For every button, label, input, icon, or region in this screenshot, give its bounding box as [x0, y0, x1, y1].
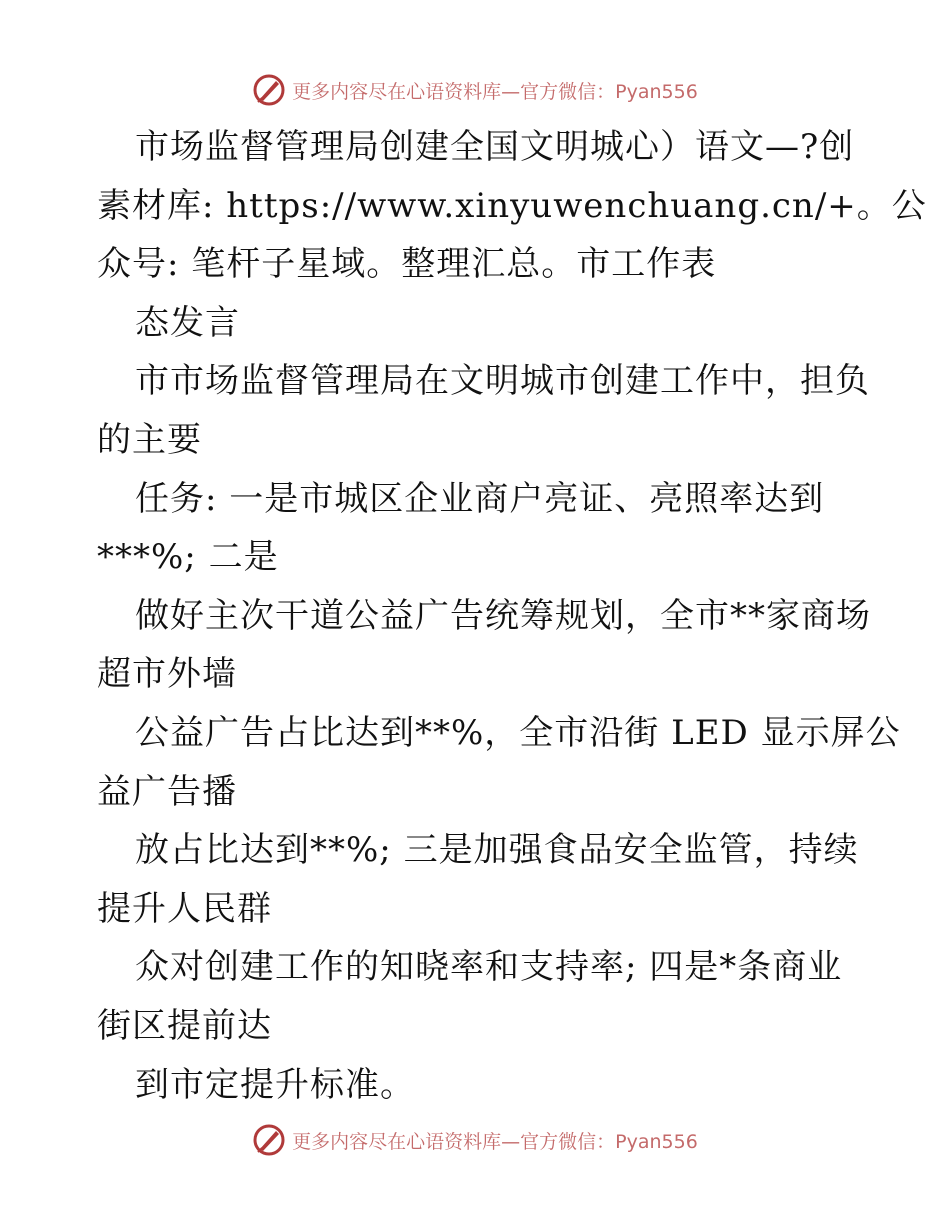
header-banner: [0, 70, 950, 110]
text-line: 市市场监督管理局在文明城市创建工作中，担负: [135, 361, 870, 402]
text-line: 放占比达到**%; 三是加强食品安全监管，持续: [135, 830, 859, 871]
text-line: 超市外墙: [97, 654, 237, 695]
text-line: 态发言: [135, 302, 240, 343]
text-line: 提升人民群: [97, 888, 272, 929]
document-body: [97, 118, 927, 1114]
text-line: 做好主次干道公益广告统筹规划，全市**家商场: [135, 595, 871, 636]
banner-text: 更多内容尽在心语资料库—官方微信：Pyan556: [292, 80, 698, 103]
quill-pen-circle-icon: [252, 1123, 286, 1157]
text-line: 到市定提升标准。: [135, 1064, 415, 1105]
quill-pen-circle-icon: [252, 73, 286, 107]
text-line: 公益广告占比达到**%，全市沿街 LED 显示屏公: [135, 712, 901, 753]
text-line: 素材库: https://www.xinyuwenchuang.cn/+。公: [97, 185, 927, 226]
text-line: 益广告播: [97, 771, 237, 812]
text-line: 众对创建工作的知晓率和支持率; 四是*条商业: [135, 947, 843, 988]
text-line: ***%; 二是: [97, 537, 279, 578]
footer-banner: [0, 1120, 950, 1160]
text-line: 众号: 笔杆子星域。整理汇总。市工作表: [97, 244, 717, 285]
text-line: 市场监督管理局创建全国文明城心）语文—?创: [135, 127, 855, 167]
text-line: 街区提前达: [97, 1005, 272, 1046]
text-line: 任务: 一是市城区企业商户亮证、亮照率达到: [135, 478, 825, 519]
banner-text: 更多内容尽在心语资料库—官方微信：Pyan556: [292, 1130, 698, 1153]
text-line: 的主要: [97, 419, 202, 460]
